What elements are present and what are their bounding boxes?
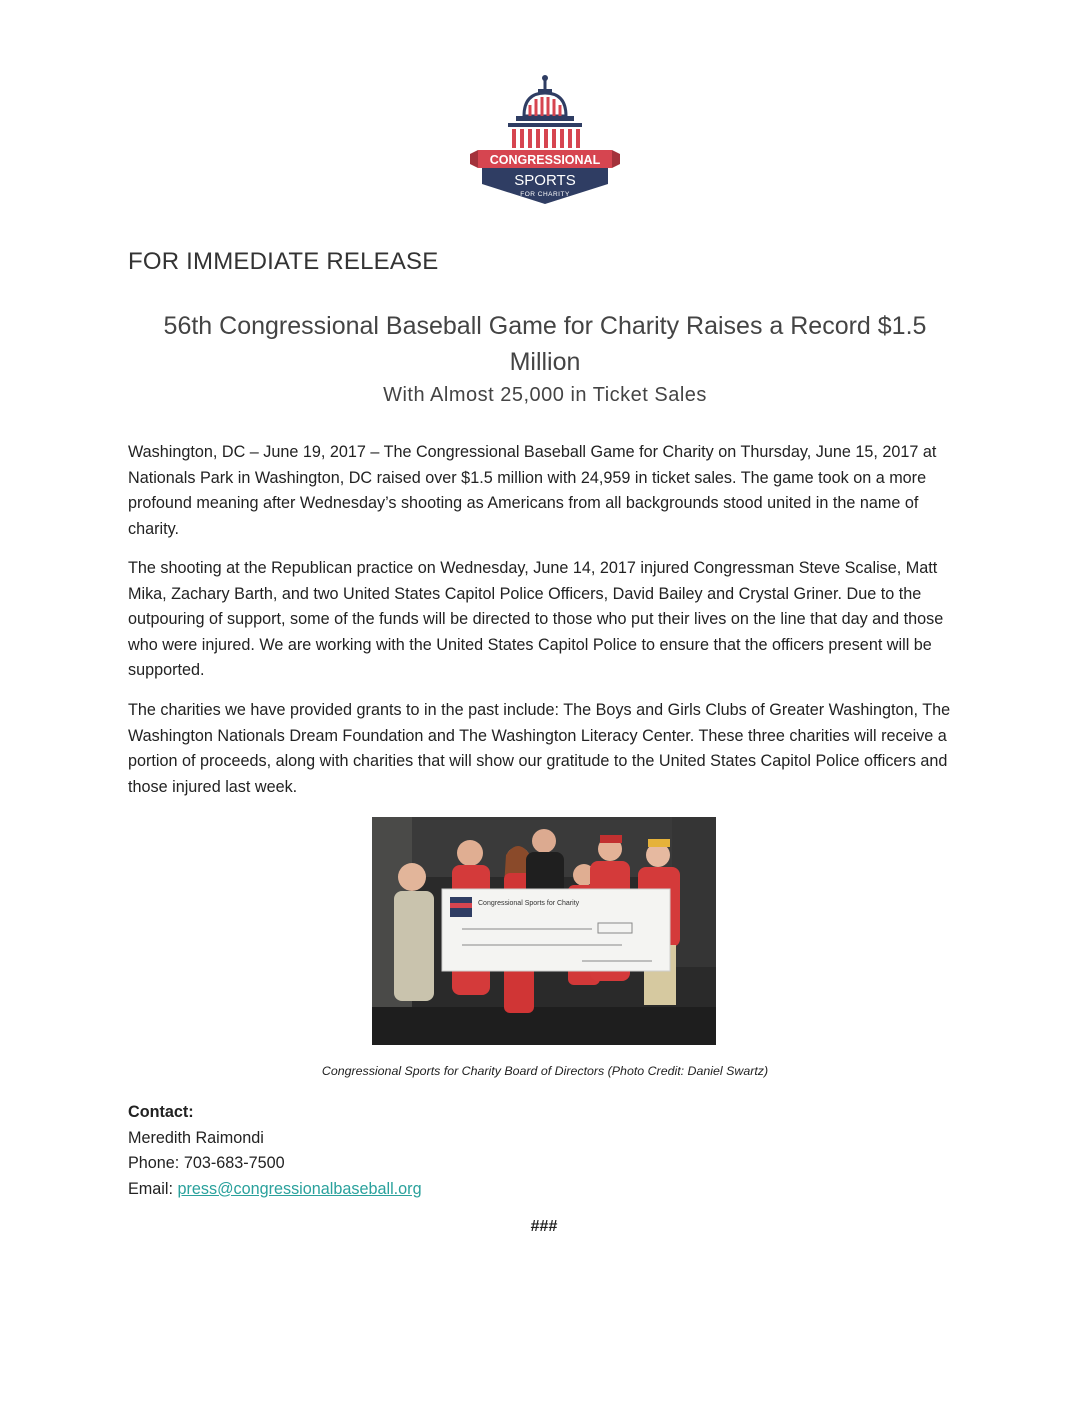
photo-caption: Congressional Sports for Charity Board of Directors (Photo Credit: Daniel Swartz) <box>321 1064 769 1078</box>
contact-phone-line <box>128 1151 422 1177</box>
contact-label: Contact: <box>128 1103 194 1121</box>
congressional-sports-logo <box>468 72 622 214</box>
logo-line-3: FOR CHARITY <box>520 191 570 198</box>
paragraph-2: The shooting at the Republican practice on Wednesday, June 14, 2017 injured Congressman Steve Scalise, Matt Mika, Zachary Barth, and two United States Capitol Police Officers, David Bailey and Crystal Griner. Due to the outpouring of support, some of the funds will be directed to those who put their lives on the line that day and those who were injured. We are working with the United States Capitol Police to ensure that the officers present will be supported. <box>128 559 944 680</box>
end-mark: ### <box>530 1218 558 1235</box>
phone-label: Phone: <box>128 1154 184 1172</box>
board-photo <box>372 817 716 1045</box>
check-title: Congressional Sports for Charity <box>478 900 580 907</box>
star-icon: ★ <box>541 203 549 212</box>
release-label: FOR IMMEDIATE RELEASE <box>128 248 439 275</box>
headline: 56th Congressional Baseball Game for Charity Raises a Record $1.5 Million <box>163 312 927 376</box>
contact-email-line <box>128 1177 422 1203</box>
email-label: Email: <box>128 1179 178 1198</box>
email-link[interactable]: press@congressionalbaseball.org <box>177 1179 422 1198</box>
logo-line-1: CONGRESSIONAL <box>489 153 601 167</box>
contact-name: Meredith Raimondi <box>128 1128 264 1147</box>
subheadline: With Almost 25,000 in Ticket Sales <box>383 384 707 406</box>
logo-line-2: SPORTS <box>514 172 576 189</box>
ceremonial-check <box>442 889 670 971</box>
phone-number: 703-683-7500 <box>183 1154 285 1172</box>
contact-block <box>128 1100 422 1202</box>
paragraph-1: Washington, DC – June 19, 2017 – The Congressional Baseball Game for Charity on Thursday, June 15, 2017 at Nationals Park in Washington, DC raised over $1.5 million with 24,959 in ticket sales. The game took on a more profound meaning after Wednesday’s shooting as Americans from all backgrounds stood united in the name of charity. <box>128 443 937 538</box>
paragraph-3: The charities we have provided grants to in the past include: The Boys and Girls Clubs of Greater Washington, The Washington Nationals Dream Foundation and The Washington Literacy Center. These three charities will receive a portion of proceeds, along with charities that will show our gratitude to the United States Capitol Police officers and those injured last week. <box>128 701 951 796</box>
